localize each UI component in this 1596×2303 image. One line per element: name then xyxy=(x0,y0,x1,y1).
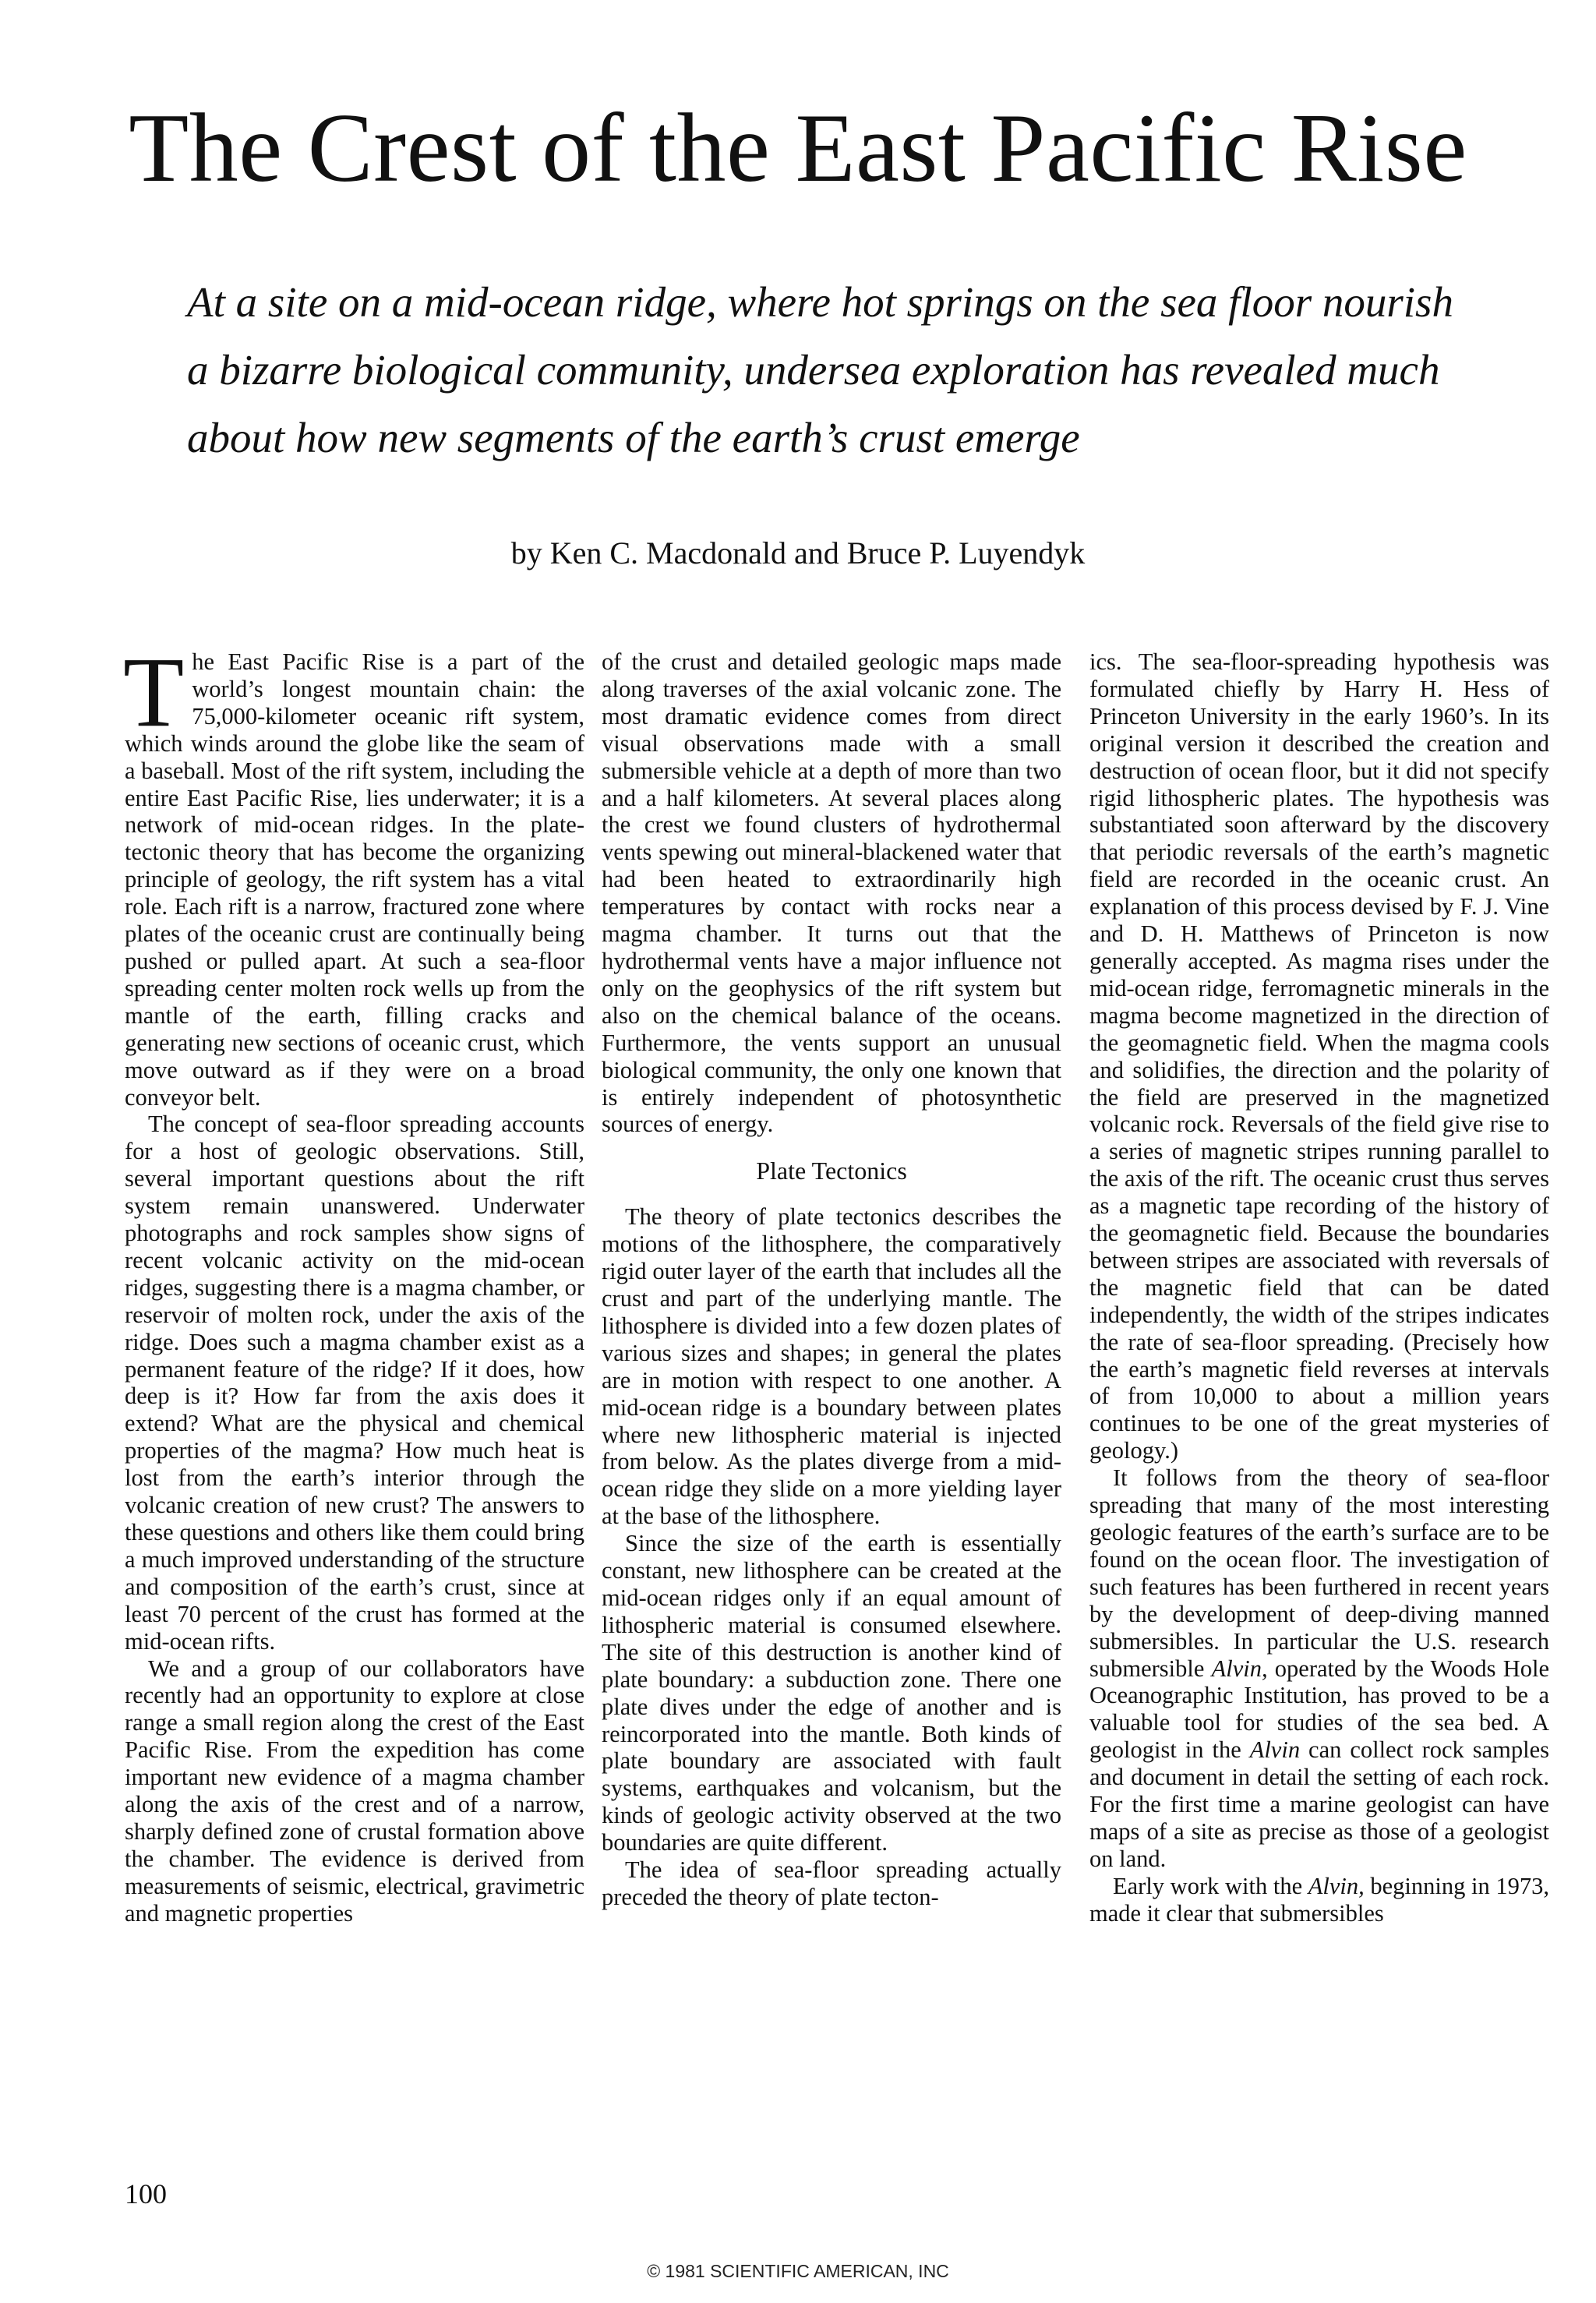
drop-cap: T xyxy=(123,637,185,747)
paragraph-1-text: he East Pacific Rise is a part of the world’s longest mountain chain: the 75,000-kilometer oceanic rift system, which winds around the globe like the seam of a baseball. Most of the rift system, including the entire East Pacific Rise, lies underwater; it is a network of mid-ocean ridges. In the plate-tectonic theory that has become the organizing principle of geology, the rift system has a vital role. Each rift is a narrow, fractured zone where plates of the oceanic crust are continually being pushed or pulled apart. At such a sea-floor spreading center molten rock wells up from the mantle of the earth, filling cracks and generating new sections of oceanic crust, which move outward as if they were on a broad conveyor belt. xyxy=(125,648,584,1111)
article-subtitle: At a site on a mid-ocean ridge, where hot springs on the sea floor nourish a bizarre biological community, undersea exploration has revealed much about how new segments of the earth’s crust emerge xyxy=(187,278,1453,461)
paragraph-1 xyxy=(123,637,584,1111)
body-column-1 xyxy=(123,637,584,1927)
section-heading: Plate Tectonics xyxy=(756,1157,907,1185)
paragraph-6-continued: ics. The sea-floor-spreading hypothesis was formulated chiefly by Harry H. Hess of Princeton University in the early 1960’s. In its original version it described the creation and destruction of ocean floor, but it did not specify rigid lithospheric plates. The hypothesis was substantiated soon afterward by the discovery that periodic reversals of the earth’s magnetic field are recorded in the oceanic crust. An explanation of this process devised by F. J. Vine and D. H. Matthews of Princeton is now generally accepted. As magma rises under the mid-ocean ridge, ferromagnetic minerals in the magma become magnetized in the direction of the geomagnetic field. When the magma cools and solidifies, the direction and the polarity of the field are preserved in the magnetized volcanic rock. Reversals of the field give rise to a series of magnetic stripes running parallel to the axis of the rift. The oceanic crust thus serves as a magnetic tape recording of the history of the geomagnetic field. Because the boundaries between stripes are associated with reversals of the magnetic field that can be dated independently, the width of the stripes indicates the rate of sea-floor spreading. (Precisely how the earth’s magnetic field reverses at intervals of from 10,000 to about a million years continues to be one of the great mysteries of geology.) xyxy=(1089,648,1549,1464)
article-byline: by Ken C. Macdonald and Bruce P. Luyendyk xyxy=(510,535,1086,570)
body-column-2 xyxy=(602,648,1061,1911)
paragraph-3-continued: of the crust and detailed geologic maps made along traverses of the axial volcanic zone. The most dramatic evidence comes from direct visual observations made with a small submersible vehicle at a depth of more than two and a half kilometers. At several places along the crest we found clusters of hydrothermal vents spewing out mineral-blackened water that had been heated to extraordinarily high temperatures by contact with rocks near a magma chamber. It turns out that the hydrothermal vents have a major influence not only on the geophysics of the rift system but also on the chemical balance of the oceans. Furthermore, the vents support an unusual biological community, the only one known that is entirely independent of photosynthetic sources of energy. xyxy=(602,648,1061,1138)
page-number: 100 xyxy=(125,2178,167,2209)
copyright-notice: © 1981 SCIENTIFIC AMERICAN, INC xyxy=(647,2261,949,2281)
paragraph-7-text-c: can collect rock samples and document in detail the setting of each rock. For the first time a marine geologist can have maps of a site as precise as those of a geologist on land. xyxy=(1089,1736,1549,1872)
body-column-3 xyxy=(1089,648,1549,1927)
paragraph-6: The idea of sea-floor spreading actually preceded the theory of plate tecton- xyxy=(602,1856,1061,1910)
paragraph-7-text-a: It follows from the theory of sea-floor spreading that many of the most interesting geologic features of the earth’s surface are to be found on the ocean floor. The investigation of such features has been furthered in recent years by the development of deep-diving manned submersibles. In particular the U.S. research submersible xyxy=(1089,1464,1549,1682)
paragraph-5: Since the size of the earth is essentially constant, new lithosphere can be created at the mid-ocean ridges only if an equal amount of lithospheric material is consumed elsewhere. The site of this destruction is another kind of plate boundary: a subduction zone. There one plate dives under the edge of another and is reincorporated into the mantle. Both kinds of plate boundary are associated with fault systems, earthquakes and volcanism, but the kinds of geologic activity observed at the two boundaries are quite different. xyxy=(602,1530,1061,1856)
paragraph-4: The theory of plate tectonics describes the motions of the lithosphere, the comparatively rigid outer layer of the earth that includes all the crust and part of the underlying mantle. The lithosphere is divided into a few dozen plates of various sizes and shapes; in general the plates are in motion with respect to one another. A mid-ocean ridge is a boundary between plates where new lithospheric material is injected from below. As the plates diverge from a mid-ocean ridge they slide on a more yielding layer at the base of the lithosphere. xyxy=(602,1203,1061,1530)
paragraph-2: The concept of sea-floor spreading accounts for a host of geologic observations. Still, several important questions about the rift system remain unanswered. Underwater photographs and rock samples show signs of recent volcanic activity on the mid-ocean ridges, suggesting there is a magma chamber, or reservoir of molten rock, under the axis of the ridge. Does such a magma chamber exist as a permanent feature of the ridge? If it does, how deep is it? How far from the axis does it extend? What are the physical and chemical properties of the magma? How much heat is lost from the earth’s interior through the volcanic creation of new crust? The answers to these questions and others like them could bring a much improved understanding of the structure and composition of the earth’s crust, since at least 70 percent of the crust has formed at the mid-ocean rifts. xyxy=(125,1111,584,1655)
paragraph-8-text-b: beginning in 1973, made it clear that submersibles xyxy=(1089,1872,1550,1927)
paragraph-8-text-a: Early work with the xyxy=(1113,1872,1308,1899)
article-title: The Crest of the East Pacific Rise xyxy=(129,94,1467,203)
vessel-name: Alvin, xyxy=(1308,1872,1365,1899)
paragraph-8 xyxy=(1089,1873,1549,1927)
paragraph-7 xyxy=(1089,1464,1549,1873)
paragraph-7-text-b: operated by the Woods Hole Oceanographic Institution, has proved to be a valuable tool for studies of the sea bed. A geologist in the xyxy=(1089,1655,1549,1764)
vessel-name: Alvin xyxy=(1249,1736,1301,1764)
paragraph-3: We and a group of our collaborators have recently had an opportunity to explore at close range a small region along the crest of the East Pacific Rise. From the expedition has come important new evidence of a magma chamber along the axis of the crest and of a narrow, sharply defined zone of crustal formation above the chamber. The evidence is derived from measurements of seismic, electrical, gravimetric and magnetic properties xyxy=(125,1655,584,1927)
vessel-name: Alvin, xyxy=(1211,1655,1268,1682)
